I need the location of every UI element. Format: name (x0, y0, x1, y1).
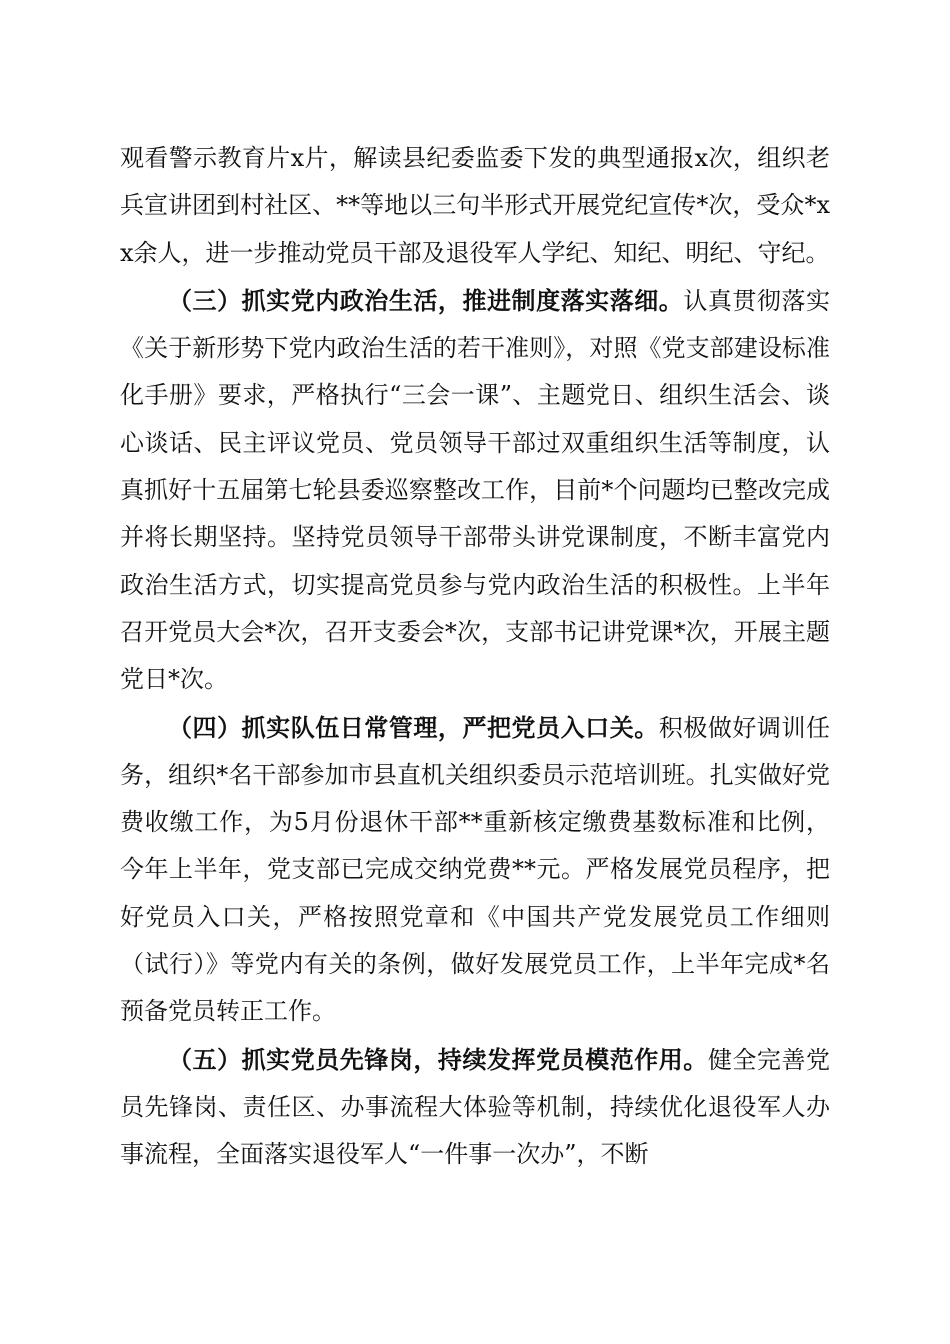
section-heading: （三）抓实党内政治生活，推进制度落实落细。 (168, 285, 684, 315)
section-heading: （五）抓实党员先锋岗，持续发挥党员模范作用。 (168, 1044, 708, 1074)
paragraph-text: 积极做好调训任务，组织*名干部参加市县直机关组织委员示范培训班。扎实做好党费收缴工作，为5月份退休干部**重新核定缴费基数标准和比例，今年上半年，党支部已完成交纳党费**元。严格发展党员程序，把好党员入口关，严格按照党章和《中国共产党发展党员工作细则（试行）》等党内有关的条例，做好发展党员工作，上半年完成*名预备党员转正工作。 (120, 713, 831, 1026)
paragraph-continuation (120, 135, 830, 277)
document-body (120, 135, 830, 1179)
paragraph-text: 认真贯彻落实《关于新形势下党内政治生活的若干准则》，对照《党支部建设标准化手册》要求，严格执行“三会一课”、主题党日、组织生活会、谈心谈话、民主评议党员、党员领导干部过双重组织生活等制度，认真抓好十五届第七轮县委巡察整改工作，目前*个问题均已整改完成并将长期坚持。坚持党员领导干部带头讲党课制度，不断丰富党内政治生活方式，切实提高党员参与党内政治生活的积极性。上半年召开党员大会*次，召开支委会*次，支部书记讲党课*次，开展主题党日*次。 (120, 286, 831, 694)
paragraph-text: 观看警示教育片x片，解读县纪委监委下发的典型通报x次，组织老兵宣讲团到村社区、**等地以三句半形式开展党纪宣传*次，受众*xx余人，进一步推动党员干部及退役军人学纪、知纪、明纪、守纪。 (120, 144, 830, 267)
paragraph-text: 健全完善党员先锋岗、责任区、办事流程大体验等机制，持续优化退役军人办事流程，全面落实退役军人“一件事一次办”，不断 (120, 1045, 831, 1169)
paragraph-section-4 (120, 704, 830, 1036)
paragraph-section-5 (120, 1036, 830, 1179)
section-heading: （四）抓实队伍日常管理，严把党员入口关。 (168, 712, 659, 742)
paragraph-section-3 (120, 277, 830, 704)
